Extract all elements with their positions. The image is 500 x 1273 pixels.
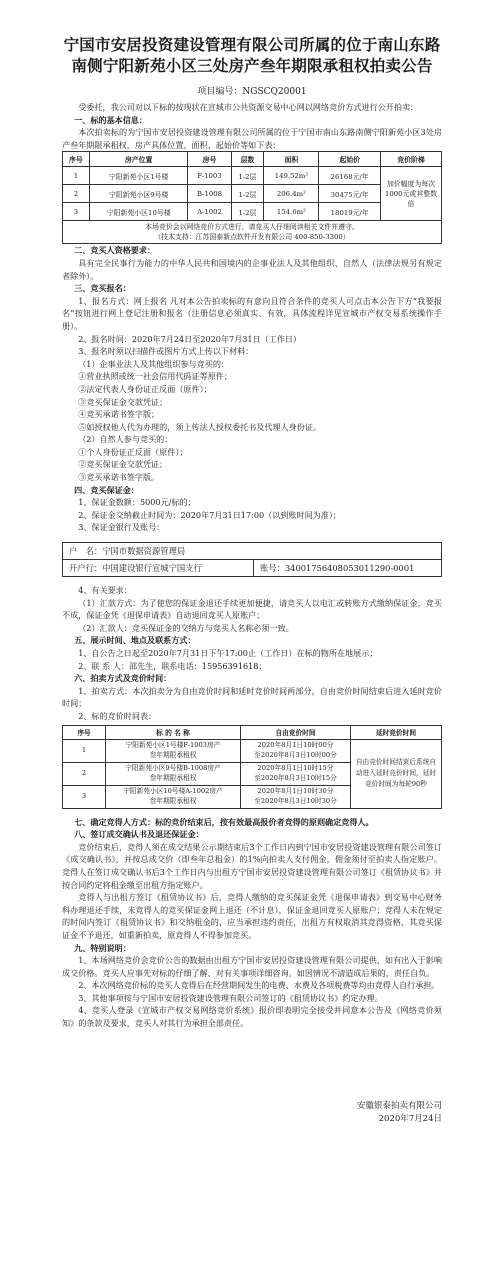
table-header-row [63,152,442,167]
section-8-paragraph: 竞得人与出租方签订《租赁协议书》后，竞得人缴纳的竞买保证金凭《退保申请表》到交易中心财务科办理退还手续，未竞得人的竞买保证金网上退还（不计息），保证金退回竞买人原账户；竞得人未在规定的时间内签订《租赁协议书》和交纳租金的，应当承担违约责任，出租方有权取消其竞得资格，其竞买保证金不予退还，如重新拍卖，原竞得人不得参加竞买。 [62,892,442,940]
free-bid-time [241,785,351,808]
lot-name [106,762,241,785]
project-number: 项目编号：NGSCQ20001 [197,87,307,97]
table-note-line: 本场竞价会以网络竞价方式进行，请竞买人仔细阅读相关文件并遵守。 [145,223,359,232]
free-bid-end: 至2020年8月3日10时15分 [254,773,337,782]
section-9-paragraph: 1、本场网络竞价会竞价公告的数据由出租方宁国市安居投资建设管理有限公司提供，如有出入于影响成交价格。竞买人应事先对标的仔细了解，对有关事项详细咨询。如因情况不清造成后果的，责任自负。 [62,955,442,978]
account-number: 账号：34001756408053011290-0001 [253,560,414,576]
starting-price: 30475元/年 [319,185,381,203]
delay-bid-time: 自由竞价时间结束后系统自动进入延时竞价时间，延时竞价时间为每轮90秒 [351,739,442,808]
section-3-paragraph: ③竞买承诺书签字版。 [78,472,160,483]
lot-name-line: 宁阳新苑小区1号楼F-1003房产 [125,741,221,750]
area-value: 154.6m² [264,203,319,221]
section-6-paragraph: 1、拍卖方式：本次拍卖分为自由竞价时间和延时竞价时间两部分，自由竞价时间结束后进入延时竞价时间； [62,685,442,709]
table-header: 面积 [264,152,319,167]
room-number: B-1008 [188,185,231,203]
table-note-line: （技术支持：江苏国泰新点软件开发有限公司 400-850-3300） [154,233,350,242]
section-3-paragraph: ②竞买保证金交款凭证； [78,459,168,470]
property-table [62,151,442,244]
section-4-paragraph: 3、保证金银行及账号： [78,522,165,533]
page-title: 宁国市安居投资建设管理有限公司所属的位于南山东路南侧宁阳新苑小区三处房产叁年期限承租权拍卖公告 [63,35,441,75]
section-3-paragraph: ④竞买承诺书签字版； [78,409,160,420]
bank-account-box [62,542,442,577]
section-3-paragraph: ①营业执照或统一社会信用代码证等原件； [78,371,232,382]
section-3-title: 三、竞买报名： [74,283,131,294]
section-6-title: 六、拍卖方式及竞价时间： [74,673,172,684]
floor-count: 1-2层 [231,185,264,203]
property-location: 宁阳新苑小区1号楼 [89,167,188,185]
section-1-text: 本次拍卖标的为宁国市安居投资建设管理有限公司所属的位于宁国市南山东路南侧宁阳新苑小区3处房产叁年期限承租权，房产具体位置、面积、起始价等如下表： [62,127,442,150]
free-bid-start: 2020年8月1日10时15分 [257,764,334,773]
section-4-paragraph: 2、保证金交纳截止时间为：2020年7月31日17:00（以到账时间为准）； [78,509,342,520]
section-4-paragraph: 1、保证金数额：5000元/标的； [78,497,196,508]
table-header: 竞价阶梯 [381,152,442,167]
table-header: 序号 [63,725,106,739]
section-4-title: 四、竞买保证金： [74,484,139,495]
section-3-paragraph: ③竞买保证金交款凭证； [78,396,168,407]
lot-name-line: 叁年期限承租权 [149,750,197,759]
signature-date: 2020年7月24日 [378,1113,442,1124]
section-4-paragraph: 4、有关要求： [78,585,132,596]
row-number: 3 [63,785,106,808]
floor-count: 1-2层 [231,167,264,185]
section-3-paragraph: （1）企事业法人及其他组织参与竞买的： [78,358,230,369]
room-number: F-1003 [188,167,231,185]
account-name: 户 名：宁国市数据资源管理局 [69,546,186,557]
property-location: 宁阳新苑小区10号楼 [89,203,188,221]
section-2-title: 二、竞买人资格要求： [74,245,156,256]
area-value: 149.52m² [264,167,319,185]
table-header: 标 的 名 称 [106,725,241,739]
section-3-paragraph: ②法定代表人身份证正反面（原件）； [78,383,212,394]
section-9-paragraph: 4、竞买人登录《宣城市产权交易网络竞价系统》报价即表明完全接受并同意本公告及《网络竞价须知》的条款及要求，竞买人对其行为承担全部责任。 [62,1005,442,1029]
lot-name [106,785,241,808]
section-7-text: 七、确定竞得人方式：标的竞价结束后，按有效最高报价者竞得的原则确定竞得人。 [74,816,374,827]
section-4-paragraph: （1）汇款方式：为了使您的保证金退还手续更加便捷，请竞买人以电汇或转账方式缴纳保证金，竞买不成，保证金凭《退保申请表》自动退回竞买人原账户； [62,597,442,621]
starting-price: 18019元/年 [319,203,381,221]
table-note-row [63,221,442,244]
room-number: A-1002 [188,203,231,221]
signature-block [62,1100,442,1126]
area-value: 206.4m² [264,185,319,203]
row-number: 3 [63,203,90,221]
signature-org: 安徽银泰拍卖有限公司 [356,1100,442,1111]
table-row [63,739,442,762]
lot-name-line: 叁年期限承租权 [149,796,197,805]
intro-paragraph: 受委托，我公司对以下标的按现状在宣城市公共资源交易中心网以网络竞价方式进行公开拍卖： [78,102,419,112]
account-bank: 开户行：中国建设银行宣城宁国支行 [69,563,202,574]
account-bank-row [63,559,441,576]
section-8-title: 八、签订成交确认书及退还保证金： [74,829,204,840]
section-5-title: 五、展示时间、地点及联系方式： [74,635,196,646]
section-2-text: 具有完全民事行为能力的中华人民共和国境内的企事业法人及其他组织、自然人（法律法规另有规定者除外）。 [62,257,442,281]
property-location: 宁阳新苑小区9号楼 [89,185,188,203]
starting-price: 26168元/年 [319,167,381,185]
section-3-paragraph: （2）自然人参与竞买的： [78,434,173,445]
section-1-title: 一、标的基本信息： [74,114,147,125]
table-header-row [63,725,442,739]
table-note [63,221,442,244]
lot-name-line: 宁阳新苑小区9号楼B-1008房产 [125,764,221,773]
free-bid-start: 2020年8月1日10时30分 [257,787,334,796]
floor-count: 1-2层 [231,203,264,221]
table-header: 延时竞价时间 [351,725,442,739]
account-name-row [63,543,441,559]
bidding-schedule-table [62,725,442,809]
table-header: 房号 [188,152,231,167]
lot-name-line: 宁阳新苑小区10号楼A-1002房产 [123,787,223,796]
section-3-paragraph: 3、报名时须以扫描件或图片方式上传以下材料： [78,346,254,357]
section-9-title: 九、特别说明： [74,942,131,953]
section-5-paragraph: 2、联 系 人：邵先生，联系电话：15956391618； [78,660,267,671]
free-bid-end: 至2020年8月3日10时30分 [254,796,337,805]
section-9-paragraph: 3、其他事项按与宁国市安居投资建设管理有限公司签订的《租赁协议书》约定办理。 [78,992,383,1003]
section-4-paragraph: （2）汇款人：竞买保证金的交纳方与竞买人名称必须一致。 [78,622,294,633]
bid-step: 加价幅度为每次1000元或其整数倍 [381,167,442,221]
row-number: 1 [63,739,106,762]
section-3-paragraph: 2、报名时间：2020年7月24日至2020年7月31日（工作日） [78,333,302,344]
section-8-paragraph: 竞价结束后，竞得人须在成交结果公示期结束后3个工作日内到宁国市安居投资建设管理有限公司签订《成交确认书》，并按总成交价（即叁年总租金）的1%向拍卖人支付佣金，佣金须付至拍卖人指定账户。竞得人在签订成交确认书后3个工作日内与出租方宁国市安居投资建设管理有限公司签订《租赁协议书》并按合同约定将租金缴至出租方指定账户。 [62,841,442,890]
section-3-paragraph: 1、报名方式：网上报名 凡对本公告拍卖标的有意向且符合条件的竞买人可点击本公告下方“我要报名”按钮进行网上登记注册和报名（注册信息必须真实、有效，具体流程详见宣城市产权交易系统操作手册）。 [62,295,442,331]
free-bid-start: 2020年8月1日10时00分 [257,741,334,750]
table-header: 起始价 [319,152,381,167]
table-header: 房产位置 [89,152,188,167]
row-number: 2 [63,762,106,785]
free-bid-time [241,762,351,785]
section-9-paragraph: 2、本次网络竞价标的竞买人竞得后在经营期间发生的电费、水费及各项税费等均由竞得人自行承担。 [78,980,440,991]
table-header: 自由竞价时间 [241,725,351,739]
row-number: 1 [63,167,90,185]
section-6-paragraph: 2、标的竞价时间表： [78,710,157,721]
table-header: 层数 [231,152,264,167]
lot-name-line: 叁年期限承租权 [149,773,197,782]
free-bid-time [241,739,351,762]
table-row [63,167,442,185]
section-5-paragraph: 1、自公告之日起至2020年7月31日下午17:00止（工作日）在标的物所在地展示； [78,648,378,658]
section-3-paragraph: ⑤如授权他人代为办理的，须上传法人授权委托书及代理人身份证。 [78,421,322,432]
table-header: 序号 [63,152,90,167]
section-3-paragraph: ①个人身份证正反面（原件）； [78,446,188,457]
row-number: 2 [63,185,90,203]
free-bid-end: 至2020年8月3日10时00分 [254,750,337,759]
lot-name [106,739,241,762]
